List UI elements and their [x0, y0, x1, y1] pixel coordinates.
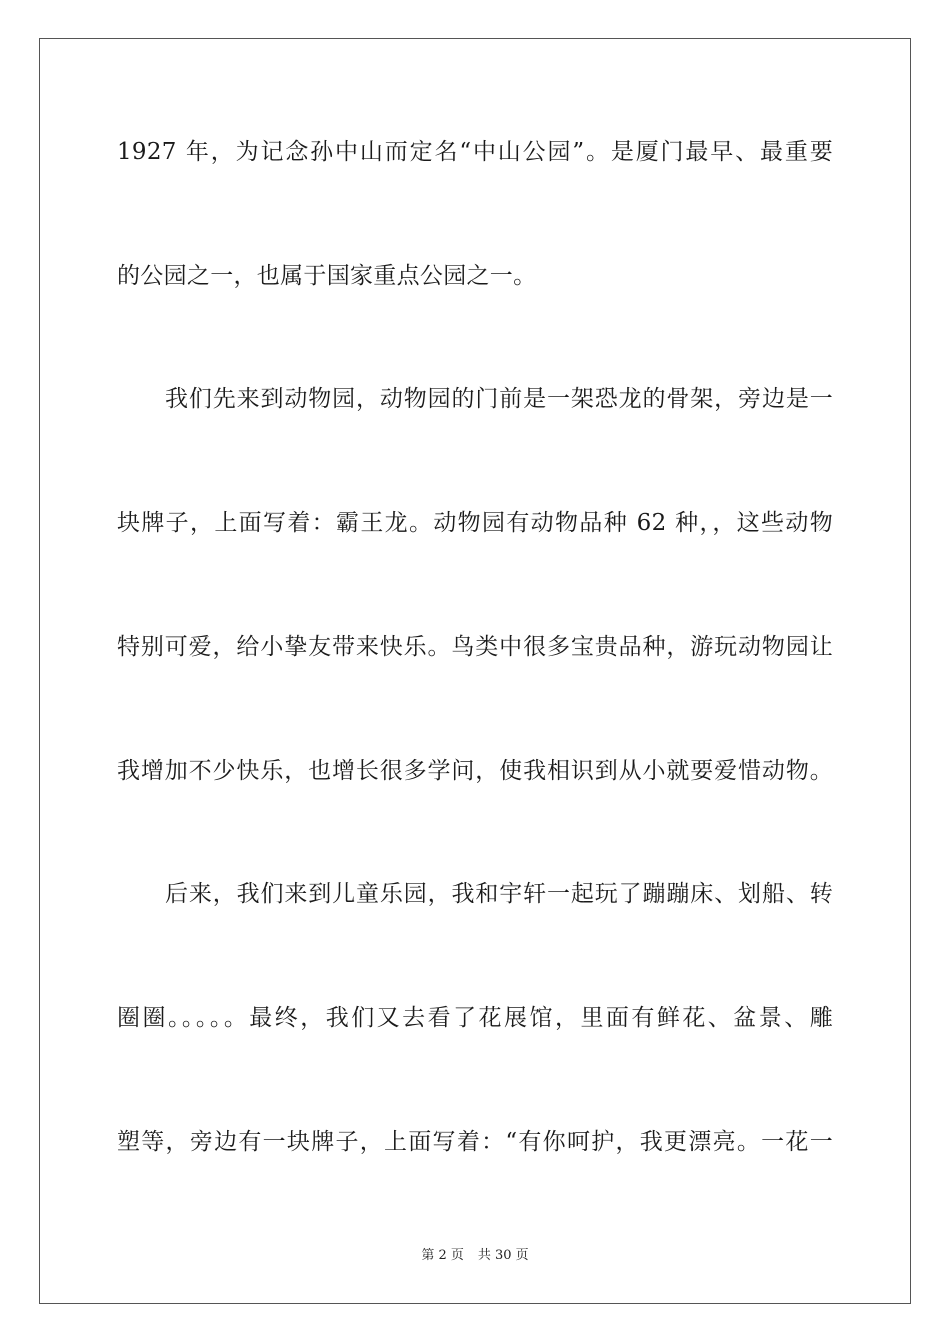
page-number: 第 2 页 [421, 1248, 464, 1263]
page-footer [0, 1247, 950, 1265]
paragraph-line-7: 后来，我们来到儿童乐园，我和宇轩一起玩了蹦蹦床、划船、转 [165, 881, 833, 907]
paragraph-line-9: 塑等，旁边有一块牌子，上面写着：“有你呵护，我更漂亮。一花一 [117, 1129, 833, 1155]
paragraph-line-8: 圈圈。。。。。最终，我们又去看了花展馆，里面有鲜花、盆景、雕 [117, 1005, 833, 1031]
paragraph-line-2: 的公园之一，也属于国家重点公园之一。 [117, 263, 537, 289]
paragraph-line-3: 我们先来到动物园，动物园的门前是一架恐龙的骨架，旁边是一 [165, 386, 833, 412]
paragraph-line-5: 特别可爱，给小挚友带来快乐。鸟类中很多宝贵品种，游玩动物园让 [117, 634, 833, 660]
paragraph-line-4: 块牌子，上面写着：霸王龙。动物园有动物品种 62 种，，这些动物 [117, 510, 833, 536]
page-border [39, 38, 911, 1304]
total-pages: 共 30 页 [477, 1248, 529, 1263]
paragraph-line-6: 我增加不少快乐，也增长很多学问，使我相识到从小就要爱惜动物。 [117, 758, 833, 784]
paragraph-line-1: 1927 年，为记念孙中山而定名“中山公园”。是厦门最早、最重要 [117, 139, 833, 165]
